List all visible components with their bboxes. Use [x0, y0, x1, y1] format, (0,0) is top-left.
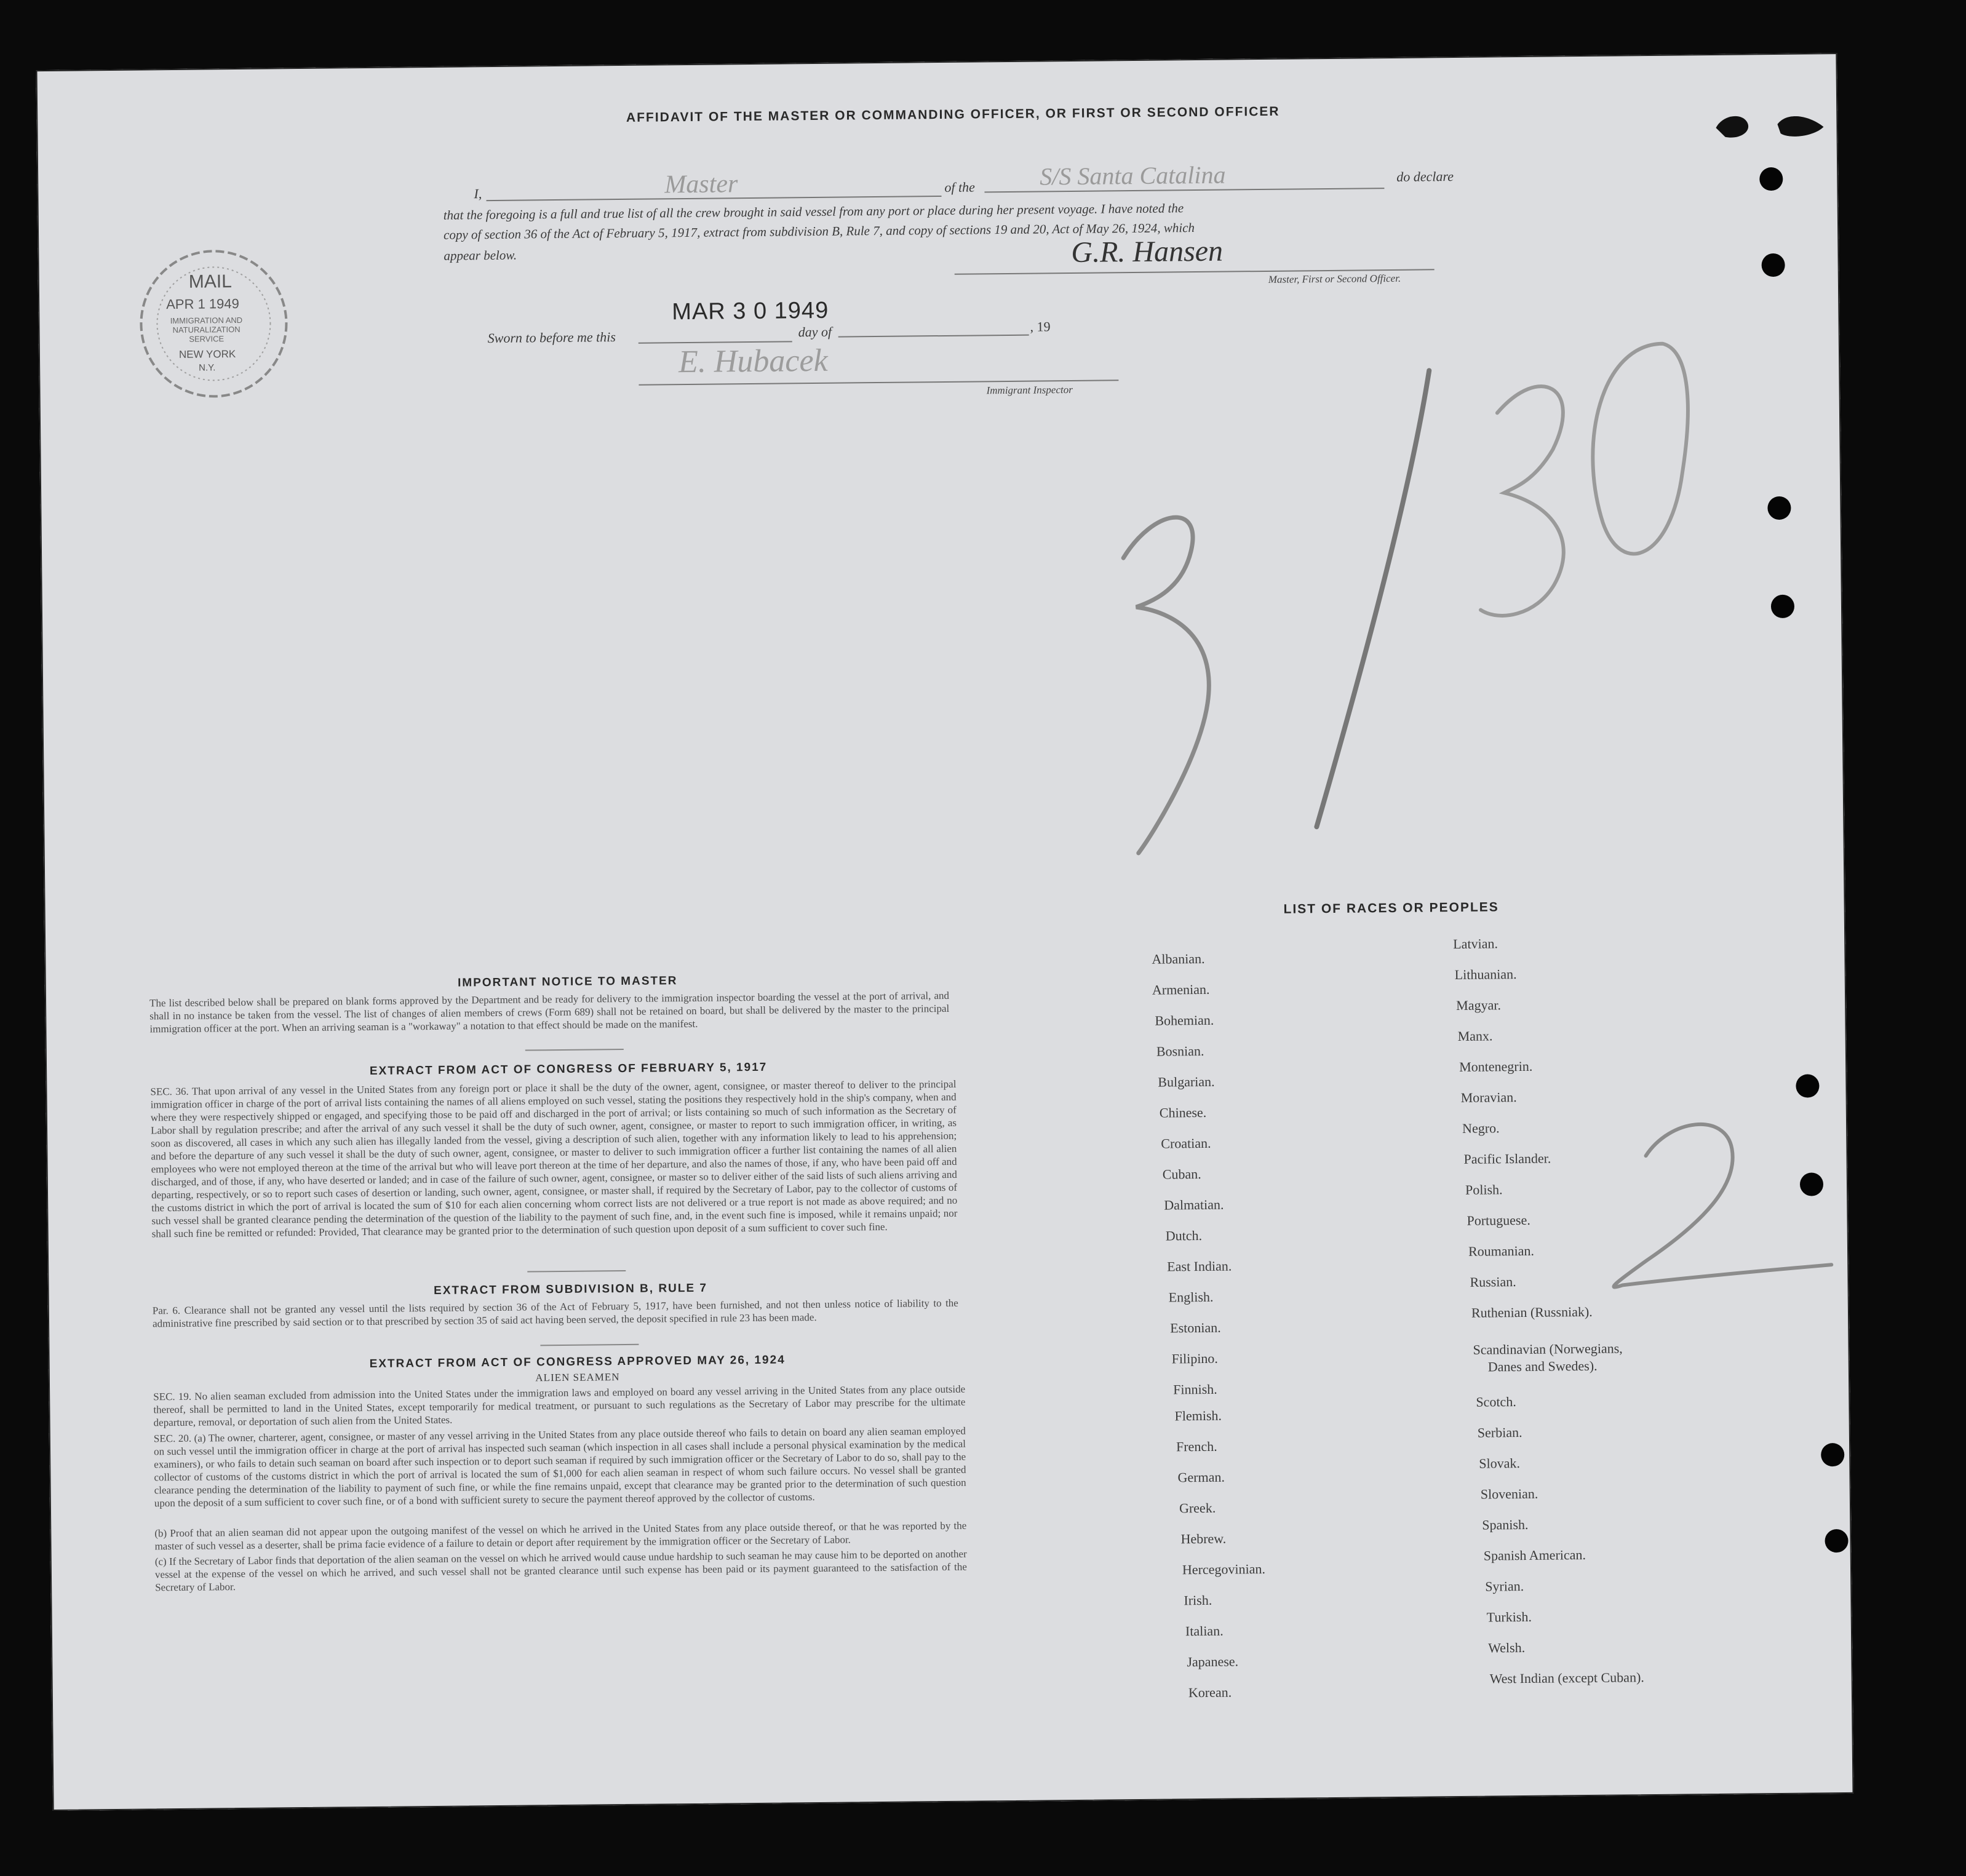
race-item: Moravian.: [1460, 1089, 1517, 1105]
divider-1: [525, 1049, 624, 1051]
races-left-column: [1152, 949, 1410, 1701]
race-item: Bulgarian.: [1158, 1073, 1215, 1090]
ink-blot: [1709, 102, 1833, 153]
race-item: Albanian.: [1152, 950, 1205, 967]
race-item: Ruthenian (Russniak).: [1471, 1303, 1593, 1321]
master-signature-caption: Master, First or Second Officer.: [1268, 272, 1401, 285]
races-title: LIST OF RACES OR PEOPLES: [1283, 900, 1499, 916]
race-item: Greek.: [1179, 1500, 1216, 1516]
race-item: Russian.: [1470, 1274, 1516, 1290]
sworn-day-of: day of: [798, 324, 832, 340]
extract-1924-title: EXTRACT FROM ACT OF CONGRESS APPROVED MAY 26, 1924: [369, 1353, 786, 1371]
race-item: West Indian (except Cuban).: [1489, 1669, 1644, 1687]
race-item: Filipino.: [1171, 1350, 1218, 1367]
stamp-line-service: IMMIGRATION AND NATURALIZATION SERVICE: [170, 315, 243, 344]
stamp-line-mail: MAIL: [188, 271, 232, 292]
race-item: Turkish.: [1486, 1608, 1532, 1625]
race-item: Negro.: [1462, 1120, 1500, 1136]
race-item: German.: [1177, 1469, 1225, 1485]
race-item: Japanese.: [1187, 1653, 1239, 1670]
extract-1917-title: EXTRACT FROM ACT OF CONGRESS OF FEBRUARY 5, 1917: [369, 1060, 768, 1078]
extract-1924-sec20b: (b) Proof that an alien seaman did not appear upon the outgoing manifest of the vessel on which he arrived in the United States from any place outside thereof, or that he was reported by the master of such vessel as a deserter, shall be prima facie evidence of a failure to detain or deport after requirement by the immigration officer or the Secretary of Labor.: [154, 1519, 967, 1552]
sworn-month-line: [838, 335, 1029, 338]
punch-hole: [1761, 253, 1785, 277]
race-item: Lithuanian.: [1454, 966, 1517, 983]
race-item: Syrian.: [1485, 1578, 1524, 1594]
sworn-stamp-date: MAR 3 0 1949: [672, 297, 829, 325]
sworn-prefix: Sworn to before me this: [487, 329, 616, 346]
race-item: Dalmatian.: [1164, 1196, 1224, 1213]
race-item: Croatian.: [1161, 1135, 1211, 1151]
race-item: Roumanian.: [1468, 1242, 1535, 1259]
divider-3: [540, 1344, 639, 1346]
race-item: Welsh.: [1488, 1640, 1526, 1656]
race-item: French.: [1176, 1438, 1217, 1455]
affidavit-line3: copy of section 36 of the Act of February 5, 1917, extract from subdivision B, Rule 7, and copy of sections 19 and 20, Act of May 26, 1924, which: [443, 220, 1195, 242]
race-item: Danes and Swedes).: [1487, 1357, 1598, 1375]
race-item: Portuguese.: [1467, 1212, 1530, 1228]
punch-hole: [1796, 1074, 1819, 1097]
race-item: Latvian.: [1453, 936, 1498, 952]
race-item: Spanish American.: [1483, 1547, 1586, 1564]
race-item: English.: [1168, 1289, 1214, 1305]
notice-text: The list described below shall be prepared on blank forms approved by the Department and be ready for delivery to the immigration inspector boarding the vessel at the port of arrival, and shall in no instance be taken from the vessel. The list of changes of alien members of crews (Form 689) shall not be retained on board, but shall be delivered by the master to the principal immigration officer at the port. When an arriving seaman is a "workaway" a notation to that effect should be made on the manifest.: [149, 989, 950, 1035]
extract-rule7-text: Par. 6. Clearance shall not be granted any vessel until the lists required by section 36 of the Act of February 5, 1917, have been furnished, and not then unless notice of liability to the administrative fine prescribed by said section or to that prescribed by section 35 of said act having been served, the deposit specified in rule 23 has been made.: [152, 1297, 958, 1330]
race-item: Pacific Islander.: [1463, 1150, 1551, 1167]
pencil-date-mark: [1048, 319, 1730, 879]
race-item: Irish.: [1184, 1592, 1212, 1608]
extract-1917-text: SEC. 36. That upon arrival of any vessel in the United States from any foreign port or place it shall be the duty of the owner, agent, consignee, or master thereof to deliver to the principal immigration officer in charge of the port of arrival lists containing the names of all aliens employed on such vessel, stating the positions they respectively hold in the ship's company, when and where they were respectively shipped or engaged, and specifying those to be paid off and discharged in the port of arrival; or lists containing so much of such information as the Secretary of Labor shall by regulation prescribe; and after the arrival of any such vessel it shall be the duty of such owner, agent, consignee, or master to report to such immigration officer, in writing, as soon as discovered, all cases in which any such alien has illegally landed from the vessel, giving a description of such alien, together with any information likely to lead to his apprehension; and before the departure of any such vessel it shall be the duty of such owner, agent, consignee, or master to deliver to such immigration officer a further list containing the names of all alien employees who were not employed thereon at the time of the arrival but who will leave port thereon at the time of her departure, and also the names of those, if any, who have been paid off and discharged, and of those, if any, who have deserted or landed; and in case of the failure of such owner, agent, consignee, or master so to deliver either of the said lists of such aliens arriving and departing, respectively, or so to report such cases of desertion or landing, such owner, agent, consignee, or master shall, if required by the Secretary of Labor, pay to the collector of customs of the customs district in which the port of arrival is located the sum of $10 for each alien concerning whom correct lists are not delivered or a true report is not made as above required; and no such vessel shall be granted clearance pending the determination of the question of the liability to the payment of such fine, and, in the event such fine is imposed, while it remains unpaid; nor shall such fine be remitted or refunded: Provided, That clearance may be granted prior to the determination of such question upon deposit of a sum sufficient to cover such fine.: [150, 1078, 958, 1240]
race-item: Slovak.: [1479, 1455, 1521, 1471]
race-item: Chinese.: [1159, 1104, 1207, 1121]
extract-1924-sec20a: SEC. 20. (a) The owner, charterer, agent, consignee, or master of any vessel arriving in the United States from any place outside thereof who fails to detain on board any alien seaman employed on such vessel until the immigration officer in charge at the port of arrival has inspected such seaman (which inspection in all cases shall include a personal physical examination by the medical examiners), or who fails to detain such seaman on board after such inspection or to deport such seaman if required by such immigration officer or the Secretary of Labor to do so, shall pay to the collector of customs of the customs district in which the port of arrival is located the sum of $1,000 for each alien seaman in respect of whom such failure occurs. No vessel shall be granted clearance pending the determination of the liability to payment of such fine, or while the fine remains unpaid, except that clearance may be granted prior to the determination of such question upon the deposit of a sum sufficient to cover such fine, or of a bond with sufficient surety to secure the payment thereof approved by the collector of customs.: [153, 1425, 966, 1509]
punch-hole: [1767, 496, 1791, 520]
stamp-line-date: APR 1 1949: [166, 295, 239, 312]
extract-rule7-title: EXTRACT FROM SUBDIVISION B, RULE 7: [434, 1281, 708, 1298]
inspector-signature: E. Hubacek: [678, 343, 828, 380]
race-item: Estonian.: [1170, 1319, 1221, 1336]
handwritten-name: Master: [664, 170, 738, 199]
race-item: Manx.: [1457, 1028, 1493, 1044]
race-item: Dutch.: [1165, 1228, 1203, 1244]
race-item: Italian.: [1185, 1623, 1224, 1639]
race-item: Bohemian.: [1155, 1012, 1214, 1028]
divider-2: [527, 1270, 626, 1273]
race-item: Serbian.: [1477, 1425, 1522, 1441]
race-item: Cuban.: [1162, 1166, 1201, 1182]
race-item: Scotch.: [1476, 1394, 1516, 1410]
punch-hole: [1759, 167, 1783, 191]
race-item: East Indian.: [1167, 1258, 1232, 1274]
punch-hole: [1821, 1443, 1844, 1466]
inspector-caption: Immigrant Inspector: [986, 383, 1073, 397]
race-item: Scandinavian (Norwegians,: [1473, 1340, 1623, 1357]
punch-hole: [1771, 595, 1794, 618]
stamp-line-state: N.Y.: [199, 362, 216, 373]
document-page: [36, 53, 1853, 1811]
extract-1924-subtitle: ALIEN SEAMEN: [535, 1371, 620, 1384]
affidavit-of-the: of the: [944, 179, 975, 195]
pencil-numeral-two: [1566, 1099, 1850, 1304]
affidavit-title: AFFIDAVIT OF THE MASTER OR COMMANDING OFFICER, OR FIRST OR SECOND OFFICER: [626, 104, 1280, 125]
punch-hole: [1800, 1172, 1823, 1196]
stamp-line-city: NEW YORK: [178, 348, 236, 360]
master-signature: G.R. Hansen: [1071, 234, 1224, 269]
race-item: Magyar.: [1456, 997, 1502, 1014]
affidavit-line4: appear below.: [444, 247, 517, 263]
race-item: Hebrew.: [1180, 1530, 1227, 1547]
notice-title: IMPORTANT NOTICE TO MASTER: [457, 974, 678, 990]
affidavit-line2: that the foregoing is a full and true list of all the crew brought in said vessel from any port or place during her present voyage. I have noted the: [443, 201, 1184, 223]
race-item: Korean.: [1188, 1684, 1232, 1701]
race-item: Flemish.: [1174, 1407, 1222, 1424]
sworn-year: , 19: [1030, 319, 1051, 335]
races-right-column: [1453, 934, 1711, 1687]
extract-1924-sec20c: (c) If the Secretary of Labor finds that deportation of the alien seaman on the vessel on which he arrived would cause undue hardship to such seaman he may cause him to be deported on another vessel at the expense of the vessel on which he arrived, and such vessel shall not be granted clearance until such expense has been paid or its payment guaranteed to the satisfaction of the Secretary of Labor.: [154, 1548, 968, 1594]
affidavit-do-declare: do declare: [1396, 169, 1454, 185]
punch-hole: [1825, 1529, 1848, 1552]
race-item: Armenian.: [1152, 981, 1210, 998]
handwritten-vessel: S/S Santa Catalina: [1040, 161, 1226, 191]
race-item: Bosnian.: [1156, 1043, 1204, 1059]
race-item: Finnish.: [1173, 1381, 1217, 1397]
race-item: Polish.: [1465, 1182, 1503, 1198]
extract-1924-sec19: SEC. 19. No alien seaman excluded from admission into the United States under the immigration laws and employed on board any vessel arriving in the United States from any place outside thereof, shall be permitted to land in the United States, except temporarily for medical treatment, or pursuant to such regulations as the Secretary of Labor may prescribe for the ultimate departure, removal, or deportation of such alien from the United States.: [153, 1383, 966, 1429]
race-item: Spanish.: [1482, 1516, 1529, 1533]
race-item: Montenegrin.: [1459, 1058, 1533, 1075]
affidavit-line1-prefix: I,: [474, 186, 482, 202]
race-item: Slovenian.: [1480, 1485, 1538, 1502]
race-item: Hercegovinian.: [1182, 1561, 1266, 1578]
